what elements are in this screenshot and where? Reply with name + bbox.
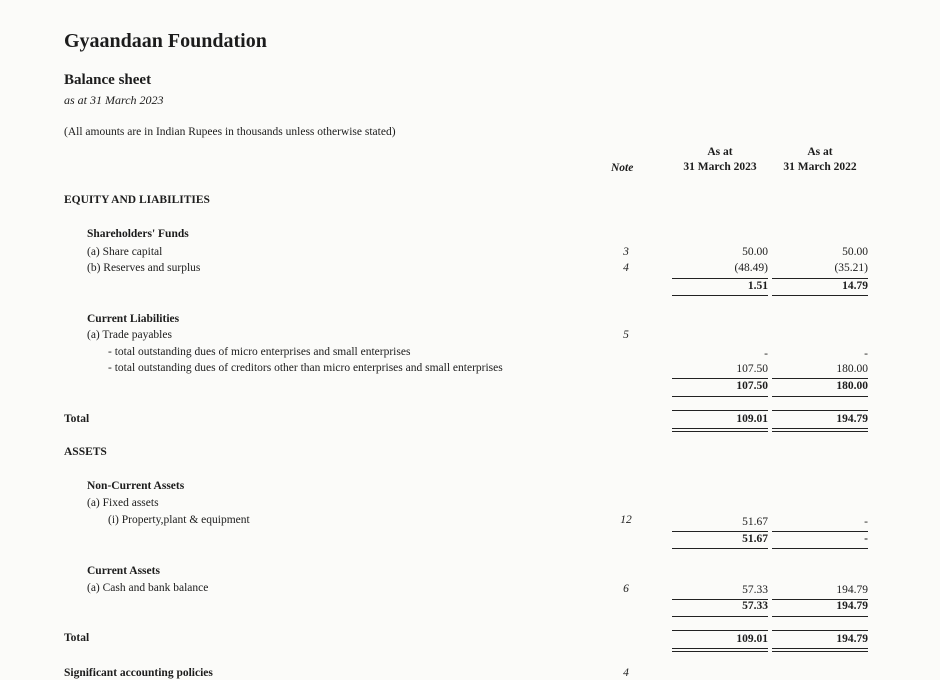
current-assets-subtotal-2023: 57.33 — [742, 600, 768, 612]
share-capital-2022: 50.00 — [842, 246, 868, 258]
ppe-note: 12 — [620, 514, 632, 526]
shareholders-subtotal-2023: 1.51 — [747, 280, 768, 292]
amount-units-note: (All amounts are in Indian Rupees in thousands unless otherwise stated) — [64, 126, 396, 138]
non-current-subtotal-2023: 51.67 — [742, 533, 768, 545]
col-2023-header-line2: 31 March 2023 — [683, 161, 757, 173]
shareholders-subtotal-2022: 14.79 — [842, 280, 868, 292]
rule-el-total-dbl1-2023 — [672, 428, 768, 429]
share-capital-label: (a) Share capital — [87, 246, 163, 258]
assets-heading: ASSETS — [64, 446, 107, 458]
rule-current-assets-bottom-2023 — [672, 616, 768, 617]
rule-shareholders-top-2023 — [672, 278, 768, 279]
fixed-assets-label: (a) Fixed assets — [87, 497, 159, 509]
rule-assets-total-dbl2-2023 — [672, 651, 768, 652]
reserves-2022: (35.21) — [834, 262, 868, 274]
rule-non-current-bottom-2023 — [672, 548, 768, 549]
current-liab-subtotal-2022: 180.00 — [836, 380, 868, 392]
msme-dues-2023: - — [764, 348, 768, 360]
rule-el-total-dbl2-2022 — [772, 431, 868, 432]
share-capital-2023: 50.00 — [742, 246, 768, 258]
rule-shareholders-top-2022 — [772, 278, 868, 279]
rule-shareholders-bottom-2022 — [772, 295, 868, 296]
current-assets-heading: Current Assets — [87, 565, 160, 577]
assets-total-2023: 109.01 — [736, 633, 768, 645]
rule-shareholders-bottom-2023 — [672, 295, 768, 296]
current-liabilities-heading: Current Liabilities — [87, 313, 180, 325]
equity-liabilities-total-2022: 194.79 — [836, 413, 868, 425]
note-column-header: Note — [611, 162, 634, 174]
rule-assets-total-top-2023 — [672, 630, 768, 631]
col-2022-header — [772, 145, 868, 175]
rule-el-total-top-2023 — [672, 410, 768, 411]
rule-assets-total-top-2022 — [772, 630, 868, 631]
rule-non-current-top-2022 — [772, 531, 868, 532]
col-2023-header-line1: As at — [707, 146, 733, 158]
rule-current-liab-top-2023 — [672, 378, 768, 379]
non-current-subtotal-2022: - — [864, 533, 868, 545]
equity-liabilities-heading: EQUITY AND LIABILITIES — [64, 194, 210, 206]
col-2023-header — [672, 145, 768, 175]
cash-2022: 194.79 — [836, 584, 868, 596]
reserves-note: 4 — [623, 262, 629, 274]
current-liab-subtotal-2023: 107.50 — [736, 380, 768, 392]
accounting-policies-note: 4 — [623, 667, 629, 679]
statement-date: as at 31 March 2023 — [64, 93, 164, 107]
reserves-2023: (48.49) — [734, 262, 768, 274]
other-creditors-label: - total outstanding dues of creditors other than micro enterprises and small enterprises — [108, 362, 503, 374]
cash-2023: 57.33 — [742, 584, 768, 596]
equity-liabilities-total-label: Total — [64, 413, 90, 425]
rule-current-liab-bottom-2023 — [672, 396, 768, 397]
statement-title: Balance sheet — [64, 72, 152, 88]
rule-el-total-dbl2-2023 — [672, 431, 768, 432]
other-creditors-2022: 180.00 — [836, 363, 868, 375]
accounting-policies-label: Significant accounting policies — [64, 667, 213, 679]
rule-current-liab-top-2022 — [772, 378, 868, 379]
rule-assets-total-dbl1-2023 — [672, 648, 768, 649]
msme-dues-2022: - — [864, 348, 868, 360]
rule-current-liab-bottom-2022 — [772, 396, 868, 397]
reserves-label: (b) Reserves and surplus — [87, 262, 201, 274]
ppe-2023: 51.67 — [742, 516, 768, 528]
cash-label: (a) Cash and bank balance — [87, 582, 209, 594]
assets-total-label: Total — [64, 632, 90, 644]
rule-current-assets-bottom-2022 — [772, 616, 868, 617]
msme-dues-label: - total outstanding dues of micro enterprises and small enterprises — [108, 346, 411, 358]
other-creditors-2023: 107.50 — [736, 363, 768, 375]
trade-payables-label: (a) Trade payables — [87, 329, 172, 341]
equity-liabilities-total-2023: 109.01 — [736, 413, 768, 425]
non-current-assets-heading: Non-Current Assets — [87, 480, 185, 492]
col-2022-header-line1: As at — [807, 146, 833, 158]
current-assets-subtotal-2022: 194.79 — [836, 600, 868, 612]
col-2022-header-line2: 31 March 2022 — [783, 161, 857, 173]
share-capital-note: 3 — [623, 246, 629, 258]
ppe-2022: - — [864, 516, 868, 528]
rule-el-total-top-2022 — [772, 410, 868, 411]
shareholders-funds-heading: Shareholders' Funds — [87, 228, 189, 240]
rule-non-current-top-2023 — [672, 531, 768, 532]
cash-note: 6 — [623, 583, 629, 595]
assets-total-2022: 194.79 — [836, 633, 868, 645]
rule-non-current-bottom-2022 — [772, 548, 868, 549]
company-name: Gyaandaan Foundation — [64, 30, 267, 52]
trade-payables-note: 5 — [623, 329, 629, 341]
rule-assets-total-dbl2-2022 — [772, 651, 868, 652]
rule-el-total-dbl1-2022 — [772, 428, 868, 429]
rule-assets-total-dbl1-2022 — [772, 648, 868, 649]
ppe-label: (i) Property,plant & equipment — [108, 514, 250, 526]
